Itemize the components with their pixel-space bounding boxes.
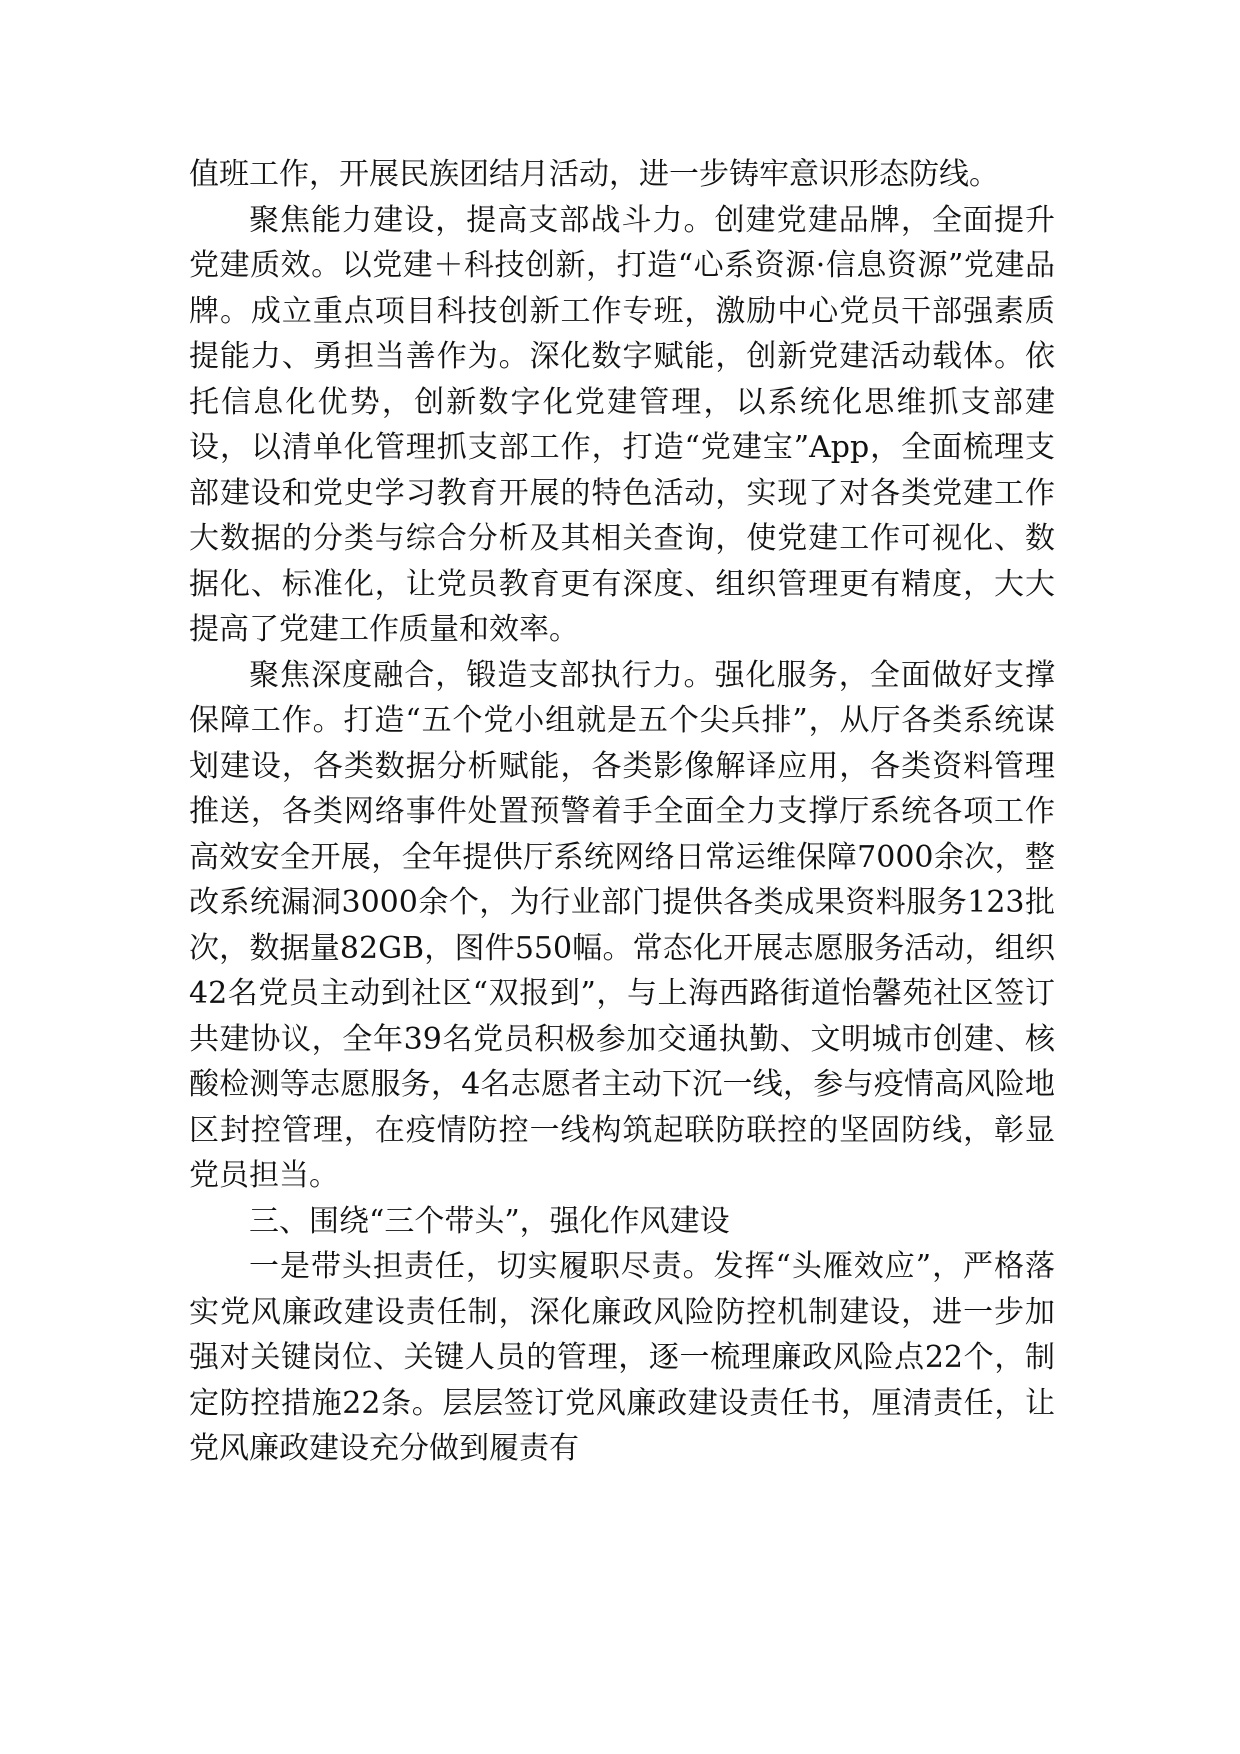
paragraph-take-responsibility: 一是带头担责任，切实履职尽责。发挥“头雁效应”，严格落实党风廉政建设责任制，深化廉政风险防控机制建设，进一步加强对关键岗位、关键人员的管理，逐一梳理廉政风险点22个，制定防控措施22条。层层签订党风廉政建设责任书，厘清责任，让党风廉政建设充分做到履责有 (189, 1249, 1055, 1466)
paragraph-deep-integration: 聚焦深度融合，锻造支部执行力。强化服务，全面做好支撑保障工作。打造“五个党小组就是五个尖兵排”，从厅各类系统谋划建设，各类数据分析赋能，各类影像解译应用，各类资料管理推送，各类网络事件处置预警着手全面全力支撑厅系统各项工作高效安全开展，全年提供厅系统网络日常运维保障7000余次，整改系统漏洞3000余个，为行业部门提供各类成果资料服务123批次，数据量82GB，图件550幅。常态化开展志愿服务活动，组织42名党员主动到社区“双报到”，与上海西路街道怡馨苑社区签订共建协议，全年39名党员积极参加交通执勤、文明城市创建、核酸检测等志愿服务，4名志愿者主动下沉一线，参与疫情高风险地区封控管理，在疫情防控一线构筑起联防联控的坚固防线，彰显党员担当。 (189, 657, 1055, 1193)
section-heading-style-building: 三、围绕“三个带头”，强化作风建设 (249, 1203, 730, 1239)
document-body (189, 152, 1055, 1472)
paragraph-capability-building: 聚焦能力建设，提高支部战斗力。创建党建品牌，全面提升党建质效。以党建＋科技创新，打造“心系资源·信息资源”党建品牌。成立重点项目科技创新工作专班，激励中心党员干部强素质提能力、勇担当善作为。深化数字赋能，创新党建活动载体。依托信息化优势，创新数字化党建管理，以系统化思维抓支部建设，以清单化管理抓支部工作，打造“党建宝”App，全面梳理支部建设和党史学习教育开展的特色活动，实现了对各类党建工作大数据的分类与综合分析及其相关查询，使党建工作可视化、数据化、标准化，让党员教育更有深度、组织管理更有精度，大大提高了党建工作质量和效率。 (189, 202, 1055, 647)
paragraph-continuation: 值班工作，开展民族团结月活动，进一步铸牢意识形态防线。 (189, 157, 999, 192)
